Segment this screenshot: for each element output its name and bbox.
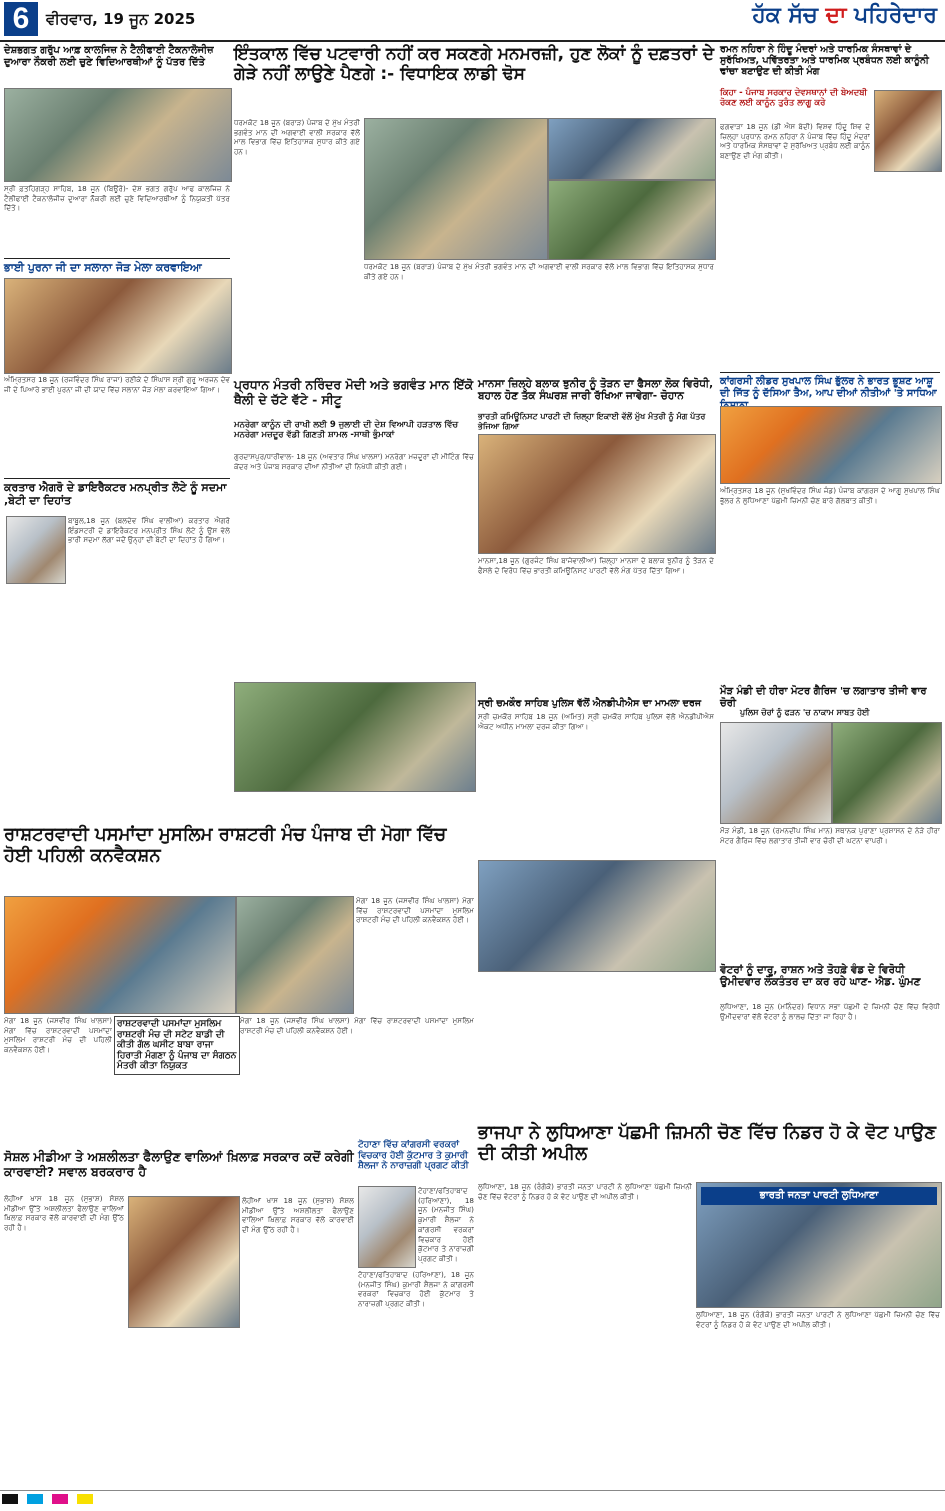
story-14-body-continued: ਟੋਹਾਣਾ/ਫਤਿਹਾਬਾਦ (ਹਰਿਆਣਾ), 18 ਜੂਨ (ਮਨਜੀਤ ਸਿੰਘ) ਕੁਮਾਰੀ ਸ਼ੈਲਜਾ ਨੇ ਕਾਂਗਰਸੀ ਵਰਕਰਾਂ ਵਿਚਕਾਰ ਹੋਈ ਕੁੱਟਮਾਰ ਤੇ ਨਾਰਾਜ਼ਗੀ ਪ੍ਰਗਟ ਕੀਤੀ। [358,1270,474,1309]
story-15-photo [696,1182,942,1308]
story-7-headline: ਮਾਨਸਾ ਜ਼ਿਲ੍ਹੇ ਬਲਾਕ ਝੁਨੀਰ ਨੂੰ ਤੋੜਨ ਦਾ ਫੈਸਲਾ ਲੋਕ ਵਿਰੋਧੀ, ਬਹਾਲ ਹੋਣ ਤੱਕ ਸੰਘਰਸ਼ ਜਾਰੀ ਰੱਖਿਆ ਜਾਵੇਗਾ- ਚੋਹਾਨ [478,378,714,403]
story-11-body-column: ਮੋਗਾ 18 ਜੂਨ (ਜਸਵੀਰ ਸਿੰਘ ਖਾਲਸਾ) ਮੋਗਾ ਵਿੱਚ ਰਾਸ਼ਟਰਵਾਦੀ ਪਸਮਾਂਦਾ ਮੁਸਲਿਮ ਰਾਸ਼ਟਰੀ ਮੰਚ ਦੀ ਪਹਿਲੀ ਕਨਵੈਕਸ਼ਨ ਹੋਈ। [240,1016,474,1035]
story-9-photo-1 [720,722,832,824]
story-14-portrait [358,1186,416,1268]
story-6-photo [234,682,476,792]
story-9-subhead: ਪੁਲਿਸ ਚੋਰਾਂ ਨੂੰ ਫੜਨ 'ਚ ਨਾਕਾਮ ਸਾਬਤ ਹੋਈ [740,708,870,717]
story-8-headline: ਕਾਂਗਰਸੀ ਲੀਡਰ ਸੁਖਪਾਲ ਸਿੰਘ ਭੁੱਲਰ ਨੇ ਭਾਰਤ ਭੂਸ਼ਣ ਆਸ਼ੂ ਦੀ ਜਿੱਤ ਨੂੰ ਦੱਸਿਆ ਤੈਅ, ਆਪ ਦੀਆਂ ਨੀਤੀਆਂ 'ਤੇ ਸਾਧਿਆ [720,376,937,399]
story-2-headline: ਇੰਤਕਾਲ ਵਿੱਚ ਪਟਵਾਰੀ ਨਹੀਂ ਕਰ ਸਕਣਗੇ ਮਨਮਰਜ਼ੀ, ਹੁਣ ਲੋਕਾਂ ਨੂੰ ਦਫ਼ਤਰਾਂ ਦੇ ਗੇੜੇ ਨਹੀਂ ਲਾਉਣੇ ਪੈਣਗੇ :- ਵਿਧਾਇਕ ਲਾਡੀ ਢੋਸ [234,44,714,85]
story-13-photo [128,1196,240,1328]
story-1-headline: ਦੇਸ਼ਭਗਤ ਗਰੁੱਪ ਆਫ਼ ਕਾਲਜਿਜ਼ ਨੇ ਟੈਲੀਫਾਈ ਟੈਕਨਾਲੋਜੀਜ਼ ਦੁਆਰਾ ਨੌਕਰੀ ਲਈ ਚੁਣੇ ਵਿਦਿਆਰਥੀਆਂ ਨੂੰ ਪੱਤਰ ਦਿੱਤੇ [4,45,214,68]
story-11-body: ਮੋਗਾ 18 ਜੂਨ (ਜਸਵੀਰ ਸਿੰਘ ਖਾਲਸਾ) ਮੋਗਾ ਵਿੱਚ ਰਾਸ਼ਟਰਵਾਦੀ ਪਸਮਾਂਦਾ ਮੁਸਲਿਮ ਰਾਸ਼ਟਰੀ ਮੰਚ ਦੀ ਪਹਿਲੀ ਕਨਵੈਕਸ਼ਨ ਹੋਈ। [356,896,474,925]
story-2-photo-1 [364,118,548,260]
story-2-photo-3 [548,180,716,260]
story-3-portrait [874,90,942,172]
page-number: 6 [4,2,38,36]
newspaper-brand [752,2,937,28]
story-6-subhead: ਮਨਰੇਗਾ ਕਾਨੂੰਨ ਦੀ ਰਾਖੀ ਲਈ 9 ਜੁਲਾਈ ਦੀ ਦੇਸ਼ ਵਿਆਪੀ ਹੜਤਾਲ ਵਿੱਚ ਮਨਰੇਗਾ ਮਜ਼ਦੂਰ ਵੱਡੀ ਗਿਣਤੀ ਸ਼ਾਮਲ -ਸਾਥੀ ਭੁੰਮਾਕਾਂ [234,420,459,440]
story-14-body: ਟੋਹਾਣਾ/ਫਤਿਹਾਬਾਦ (ਹਰਿਆਣਾ), 18 ਜੂਨ (ਮਨਜੀਤ ਸਿੰਘ) ਕੁਮਾਰੀ ਸ਼ੈਲਜਾ ਨੇ ਕਾਂਗਰਸੀ ਵਰਕਰਾਂ ਵਿਚਕਾਰ ਹੋਈ ਕੁੱਟਮਾਰ ਤੇ ਨਾਰਾਜ਼ਗੀ ਪ੍ਰਗਟ ਕੀਤੀ। [418,1186,474,1264]
story-2-body-continued: ਧਰਮਕੋਟ 18 ਜੂਨ (ਬਰਾੜ) ਪੰਜਾਬ ਦੇ ਮੁੱਖ ਮੰਤਰੀ ਭਗਵੰਤ ਮਾਨ ਦੀ ਅਗਵਾਈ ਵਾਲੀ ਸਰਕਾਰ ਵੱਲੋਂ ਮਾਲ ਵਿਭਾਗ ਵਿੱਚ ਇਤਿਹਾਸਕ ਸੁਧਾਰ ਕੀਤੇ ਗਏ ਹਨ। [364,262,714,281]
story-12-headline: ਵੋਟਰਾਂ ਨੂੰ ਦਾਰੂ, ਰਾਸ਼ਨ ਅਤੇ ਤੋਹਫ਼ੇ ਵੰਡ ਦੇ ਵਿਰੋਧੀ ਉਮੀਦਵਾਰ ਲੋਕਤੰਤਰ ਦਾ ਕਰ ਰਹੇ ਘਾਣ- ਐਡ. ਘੁੰਮਣ [720,964,921,989]
story-13-headline: ਸੋਸ਼ਲ ਮੀਡੀਆ ਤੇ ਅਸ਼ਲੀਲਤਾ ਫੈਲਾਉਣ ਵਾਲਿਆਂ ਖ਼ਿਲਾਫ਼ ਸਰਕਾਰ ਕਦੋਂ ਕਰੇਗੀ ਕਾਰਵਾਈ? ਸਵਾਲ ਬਰਕਰਾਰ ਹੈ [4,1149,354,1179]
story-10-body: ਸ੍ਰੀ ਚਮਕੌਰ ਸਾਹਿਬ 18 ਜੂਨ (ਅਮਿਤ) ਸ੍ਰੀ ਚਮਕੌਰ ਸਾਹਿਬ ਪੁਲਿਸ ਵੱਲੋਂ ਐਨਡੀਪੀਐਸ ਐਕਟ ਅਧੀਨ ਮਾਮਲਾ ਦਰਜ ਕੀਤਾ ਗਿਆ। [478,712,714,731]
masthead [0,0,945,42]
story-6-body: ਗੁਰਦਾਸਪੁਰ/ਧਾਰੀਵਾਲ- 18 ਜੂਨ (ਅਵਤਾਰ ਸਿੰਘ ਖਾਲਸਾ) ਮਨਰੇਗਾ ਮਜ਼ਦੂਰਾਂ ਦੀ ਮੀਟਿੰਗ ਵਿੱਚ ਕੇਂਦਰ ਅਤੇ ਪੰਜਾਬ ਸਰਕਾਰ ਦੀਆਂ ਨੀਤੀਆਂ ਦੀ ਨਿਖੇਧੀ ਕੀਤੀ ਗਈ। [234,452,474,471]
story-4-headline: ਭਾਈ ਪੁਰਨਾ ਜੀ ਦਾ ਸਲਾਨਾ ਜੋੜ ਮੇਲਾ ਕਰਵਾਇਆ [4,261,202,274]
story-3-body: ਫਗਵਾੜਾ 18 ਜੂਨ (ਡੀ ਐਸ ਬੇਦੀ) ਵਿਸ਼ਵ ਹਿੰਦੂ ਸ਼ਿਵ ਦੇ ਜ਼ਿਲ੍ਹਾ ਪ੍ਰਧਾਨ ਰਮਨ ਨਹਿਰਾ ਨੇ ਪੰਜਾਬ ਵਿੱਚ ਹਿੰਦੂ ਮੰਦਰਾਂ ਅਤੇ ਧਾਰਮਿਕ ਸੰਸਥਾਵਾਂ ਦੇ ਸੁਰੱਖਿਅਤ ਪ੍ਰਬੰਧ ਲਈ ਕਾਨੂੰਨ ਬਣਾਉਣ ਦੀ ਮੰਗ ਕੀਤੀ। [720,122,870,161]
story-7-subhead: ਭਾਰਤੀ ਕਮਿਊਨਿਸਟ ਪਾਰਟੀ ਦੀ ਜ਼ਿਲ੍ਹਾ ਇਕਾਈ ਵੱਲੋਂ ਮੁੱਖ ਮੰਤਰੀ ਨੂੰ ਮੰਗ ਪੱਤਰ ਭੇਜਿਆ ਗਿਆ [478,412,706,431]
story-1-photo [4,88,232,182]
story-15-body-continued: ਲੁਧਿਆਣਾ, 18 ਜੂਨ (ਰੰਗੋਕੋ) ਭਾਰਤੀ ਜਨਤਾ ਪਾਰਟੀ ਨੇ ਲੁਧਿਆਣਾ ਪੱਛਮੀ ਜ਼ਿਮਨੀ ਚੋਣ ਵਿੱਚ ਵੋਟਰਾਂ ਨੂੰ ਨਿਡਰ ਹੋ ਕੇ ਵੋਟ ਪਾਉਣ ਦੀ ਅਪੀਲ ਕੀਤੀ। [696,1310,940,1329]
story-5-portrait [6,516,66,584]
dateline: ਵੀਰਵਾਰ, 19 ਜੂਨ 2025 [46,10,196,28]
footer [0,1490,945,1508]
story-15-body: ਲੁਧਿਆਣਾ, 18 ਜੂਨ (ਰੰਗੋਕੋ) ਭਾਰਤੀ ਜਨਤਾ ਪਾਰਟੀ ਨੇ ਲੁਧਿਆਣਾ ਪੱਛਮੀ ਜ਼ਿਮਨੀ ਚੋਣ ਵਿੱਚ ਵੋਟਰਾਂ ਨੂੰ ਨਿਡਰ ਹੋ ਕੇ ਵੋਟ ਪਾਉਣ ਦੀ ਅਪੀਲ ਕੀਤੀ। [478,1182,692,1201]
story-15-banner: ਭਾਰਤੀ ਜਨਤਾ ਪਾਰਟੀ ਲੁਧਿਆਣਾ [701,1187,937,1205]
story-14-headline: ਟੋਹਾਣਾ ਵਿੱਚ ਕਾਂਗਰਸੀ ਵਰਕਰਾਂ ਵਿਚਕਾਰ ਹੋਈ ਕੁੱਟਮਾਰ ਤੇ ਕੁਮਾਰੀ ਸ਼ੈਲਜਾ ਨੇ ਨਾਰਾਜ਼ਗੀ ਪ੍ਰਗਟ ਕੀਤੀ [358,1140,469,1172]
story-3-headline: ਰਮਨ ਨਹਿਰਾ ਨੇ ਹਿੰਦੂ ਮੰਦਰਾਂ ਅਤੇ ਧਾਰਮਿਕ ਸੰਸਥਾਵਾਂ ਦੇ ਸੁਰੱਖਿਅਤ, ਪਵਿੱਤਰਤਾ ਅਤੇ ਧਾਰਮਿਕ ਪ੍ਰਬੰਧਨ ਲਈ ਕਾਨੂੰਨੀ ਢਾਂਚਾ ਬਣਾਉਣ ਦੀ ਕੀਤੀ ਮੰਗ [720,44,929,78]
story-11-box: ਰਾਸ਼ਟਰਵਾਦੀ ਪਸਮਾਂਦਾ ਮੁਸਲਿਮ ਰਾਸ਼ਟਰੀ ਮੰਚ ਦੀ ਸਟੇਟ ਬਾਡੀ ਦੀ ਕੀਤੀ ਗੱਲ ਘਸੀਟ ਬਾਬਾ ਰਾਜਾ ਹਿਰਾਤੀ ਮੰਗਣਾ ਨੂੰ ਪੰਜਾਬ ਦਾ ਸੰਗਠਨ ਮੰਤਰੀ ਕੀਤਾ ਨਿਯੁਕਤ [114,1016,240,1075]
story-10-photo [478,860,716,972]
divider [4,258,230,259]
story-2-photo-2 [548,118,716,180]
story-13-body: ਲੋਹੀਆਂ ਖਾਸ 18 ਜੂਨ (ਸੁਭਾਸ਼) ਸੋਸ਼ਲ ਮੀਡੀਆ ਉੱਤੇ ਅਸ਼ਲੀਲਤਾ ਫੈਲਾਉਣ ਵਾਲਿਆਂ ਖ਼ਿਲਾਫ਼ ਸਰਕਾਰ ਵੱਲੋਂ ਕਾਰਵਾਈ ਦੀ ਮੰਗ ਉੱਠ ਰਹੀ ਹੈ। [4,1194,124,1233]
registration-mark [27,1494,43,1504]
story-8-body: ਅੰਮ੍ਰਿਤਸਰ 18 ਜੂਨ (ਸੁਖਵਿੰਦਰ ਸਿੰਘ ਜੰਡ) ਪੰਜਾਬ ਕਾਂਗਰਸ ਦੇ ਆਗੂ ਸੁਖਪਾਲ ਸਿੰਘ ਭੁੱਲਰ ਨੇ ਲੁਧਿਆਣਾ ਪੱਛਮੀ ਜ਼ਿਮਨੀ ਚੋਣ ਬਾਰੇ ਗੱਲਬਾਤ ਕੀਤੀ। [720,486,940,505]
story-9-photo-2 [832,722,942,824]
story-12-body: ਲੁਧਿਆਣਾ, 18 ਜੂਨ (ਮਨਿੰਦਰ) ਵਿਧਾਨ ਸਭਾ ਪੱਛਮੀ ਦੇ ਜ਼ਿਮਨੀ ਚੋਣ ਵਿੱਚ ਵਿਰੋਧੀ ਉਮੀਦਵਾਰਾਂ ਵੱਲੋਂ ਵੋਟਰਾਂ ਨੂੰ ਲਾਲਚ ਦਿੱਤਾ ਜਾ ਰਿਹਾ ਹੈ। [720,1002,940,1021]
story-3-kicker: ਕਿਹਾ - ਪੰਜਾਬ ਸਰਕਾਰ ਦੇਵਸਥਾਨਾਂ ਦੀ ਬੇਅਦਬੀ ਰੋਕਣ ਲਈ ਕਾਨੂੰਨ ਤੁਰੰਤ ਲਾਗੂ ਕਰੇ [720,88,868,108]
story-9-body: ਮੌੜ ਮੰਡੀ, 18 ਜੂਨ (ਰਮਨਦੀਪ ਸਿੰਘ ਮਾਨ) ਸਥਾਨਕ ਪੁਰਾਣਾ ਪ੍ਰਸ਼ਾਸਨ ਦੇ ਨੇੜੇ ਹੀਰਾ ਮੋਟਰ ਗੈਰਿਜ ਵਿੱਚ ਲਗਾਤਾਰ ਤੀਜੀ ਵਾਰ ਚੋਰੀ ਦੀ ਘਟਨਾ ਵਾਪਰੀ। [720,826,940,845]
story-5-headline: ਕਰਤਾਰ ਐਗਰੋ ਦੇ ਡਾਇਰੈਕਟਰ ਮਨਪ੍ਰੀਤ ਲੋਟੇ ਨੂੰ ਸਦਮਾ ,ਬੇਟੀ ਦਾ ਦਿਹਾਂਤ [4,481,227,507]
story-2-body: ਧਰਮਕੋਟ 18 ਜੂਨ (ਬਰਾੜ) ਪੰਜਾਬ ਦੇ ਮੁੱਖ ਮੰਤਰੀ ਭਗਵੰਤ ਮਾਨ ਦੀ ਅਗਵਾਈ ਵਾਲੀ ਸਰਕਾਰ ਵੱਲੋਂ ਮਾਲ ਵਿਭਾਗ ਵਿੱਚ ਇਤਿਹਾਸਕ ਸੁਧਾਰ ਕੀਤੇ ਗਏ ਹਨ। [234,118,360,157]
registration-mark [77,1494,93,1504]
brand-part-2: ਦਾ [825,2,847,28]
story-4-photo [4,278,232,374]
story-4-body: ਅੰਮ੍ਰਿਤਸਰ 18 ਜੂਨ (ਰਜਵਿੰਦਰ ਸਿੰਘ ਰਾਜਾ) ਰਣੀਕੇ ਦੇ ਸਿੰਘਾਸ ਸ਼੍ਰੀ ਗੁਰੂ ਅਰਜਨ ਦੇਵ ਜੀ ਦੇ ਪਿਆਰੇ ਭਾਈ ਪੁਰਨਾ ਜੀ ਦੀ ਯਾਦ ਵਿੱਚ ਸਲਾਨਾ ਜੋੜ ਮੇਲਾ ਕਰਵਾਇਆ ਗਿਆ। [4,375,230,394]
story-9-headline: ਮੌੜ ਮੰਡੀ ਦੀ ਹੀਰਾ ਮੋਟਰ ਗੈਰਿਜ 'ਚ ਲਗਾਤਾਰ ਤੀਜੀ ਵਾਰ ਚੋਰੀ [720,686,927,709]
story-1-body: ਸ੍ਰੀ ਫ਼ਤਹਿਗੜ੍ਹ ਸਾਹਿਬ, 18 ਜੂਨ (ਬਿਊਰੋ)- ਦੇਸ਼ ਭਗਤ ਗਰੁੱਪ ਆਫ ਕਾਲਜਿਜ਼ ਨੇ ਟੈਲੀਫਾਈ ਟੈਕਨਾਲੋਜੀਜ਼ ਦੁਆਰਾ ਨੌਕਰੀ ਲਈ ਚੁਣੇ ਵਿਦਿਆਰਥੀਆਂ ਨੂੰ ਨਿਯੁਕਤੀ ਪੱਤਰ ਦਿੱਤੇ। [4,184,230,213]
story-6-headline: ਪ੍ਰਧਾਨ ਮੰਤਰੀ ਨਰਿੰਦਰ ਮੋਦੀ ਅਤੇ ਭਗਵੰਤ ਮਾਨ ਇੱਕੋ ਥੈਲੀ ਦੇ ਚੱਟੇ ਵੱਟੇ - ਸੀਟੂ [234,377,474,407]
divider [4,478,230,479]
registration-mark [2,1494,18,1504]
registration-mark [52,1494,68,1504]
story-11-photo-2 [236,896,354,1014]
story-7-body: ਮਾਨਸਾ,18 ਜੂਨ (ਗੁਰਜੰਟ ਸਿੰਘ ਬਾਜੇਵਾਲੀਆ) ਜ਼ਿਲ੍ਹਾ ਮਾਨਸਾ ਦੇ ਬਲਾਕ ਝੁਨੀਰ ਨੂੰ ਤੋੜਨ ਦੇ ਫੈਸਲੇ ਦੇ ਵਿਰੋਧ ਵਿੱਚ ਭਾਰਤੀ ਕਮਿਊਨਿਸਟ ਪਾਰਟੀ ਵੱਲੋਂ ਮੰਗ ਪੱਤਰ ਦਿੱਤਾ ਗਿਆ। [478,556,714,575]
story-8-photo [720,406,942,484]
story-15-headline: ਭਾਜਪਾ ਨੇ ਲੁਧਿਆਣਾ ਪੱਛਮੀ ਜ਼ਿਮਨੀ ਚੋਣ ਵਿੱਚ ਨਿਡਰ ਹੋ ਕੇ ਵੋਟ ਪਾਉਣ ਦੀ ਕੀਤੀ ਅਪੀਲ [478,1122,936,1165]
story-7-photo [478,434,716,554]
brand-part-1: ਹੱਕ ਸੱਚ [752,2,818,28]
story-11-headline: ਰਾਸ਼ਟਰਵਾਦੀ ਪਸਮਾਂਦਾ ਮੁਸਲਿਮ ਰਾਸ਼ਟਰੀ ਮੰਚ ਪੰਜਾਬ ਦੀ ਮੋਗਾ ਵਿੱਚ ਹੋਈ ਪਹਿਲੀ ਕਨਵੈਕਸ਼ਨ [4,824,447,867]
brand-part-3: ਪਹਿਰੇਦਾਰ [854,2,937,28]
story-11-body-continued: ਮੋਗਾ 18 ਜੂਨ (ਜਸਵੀਰ ਸਿੰਘ ਖਾਲਸਾ) ਮੋਗਾ ਵਿੱਚ ਰਾਸ਼ਟਰਵਾਦੀ ਪਸਮਾਂਦਾ ਮੁਸਲਿਮ ਰਾਸ਼ਟਰੀ ਮੰਚ ਦੀ ਪਹਿਲੀ ਕਨਵੈਕਸ਼ਨ ਹੋਈ। [4,1016,112,1055]
story-13-body-column: ਲੋਹੀਆਂ ਖਾਸ 18 ਜੂਨ (ਸੁਭਾਸ਼) ਸੋਸ਼ਲ ਮੀਡੀਆ ਉੱਤੇ ਅਸ਼ਲੀਲਤਾ ਫੈਲਾਉਣ ਵਾਲਿਆਂ ਖ਼ਿਲਾਫ਼ ਸਰਕਾਰ ਵੱਲੋਂ ਕਾਰਵਾਈ ਦੀ ਮੰਗ ਉੱਠ ਰਹੀ ਹੈ। [242,1196,354,1235]
story-5-body: ਬਾਬੂਲ,18 ਜੂਨ (ਬਲਦੇਵ ਸਿੰਘ ਵਾਲੀਆ) ਕਰਤਾਰ ਐਗਰੋ ਇੰਡਸਟਰੀ ਦੇ ਡਾਇਰੈਕਟਰ ਮਨਪ੍ਰੀਤ ਸਿੰਘ ਲੋਟੇ ਨੂੰ ਉਸ ਵੇਲੇ ਭਾਰੀ ਸਦਮਾ ਲੱਗਾ ਜਦੋਂ ਉਨ੍ਹਾਂ ਦੀ ਬੇਟੀ ਦਾ ਦਿਹਾਂਤ ਹੋ ਗਿਆ। [68,516,230,545]
divider [720,372,940,373]
story-11-photo-1 [4,896,236,1014]
story-10-headline: ਸ੍ਰੀ ਚਮਕੌਰ ਸਾਹਿਬ ਪੁਲਿਸ ਵੱਲੋਂ ਐਨਡੀਪੀਐਸ ਦਾ ਮਾਮਲਾ ਦਰਜ [478,698,702,709]
